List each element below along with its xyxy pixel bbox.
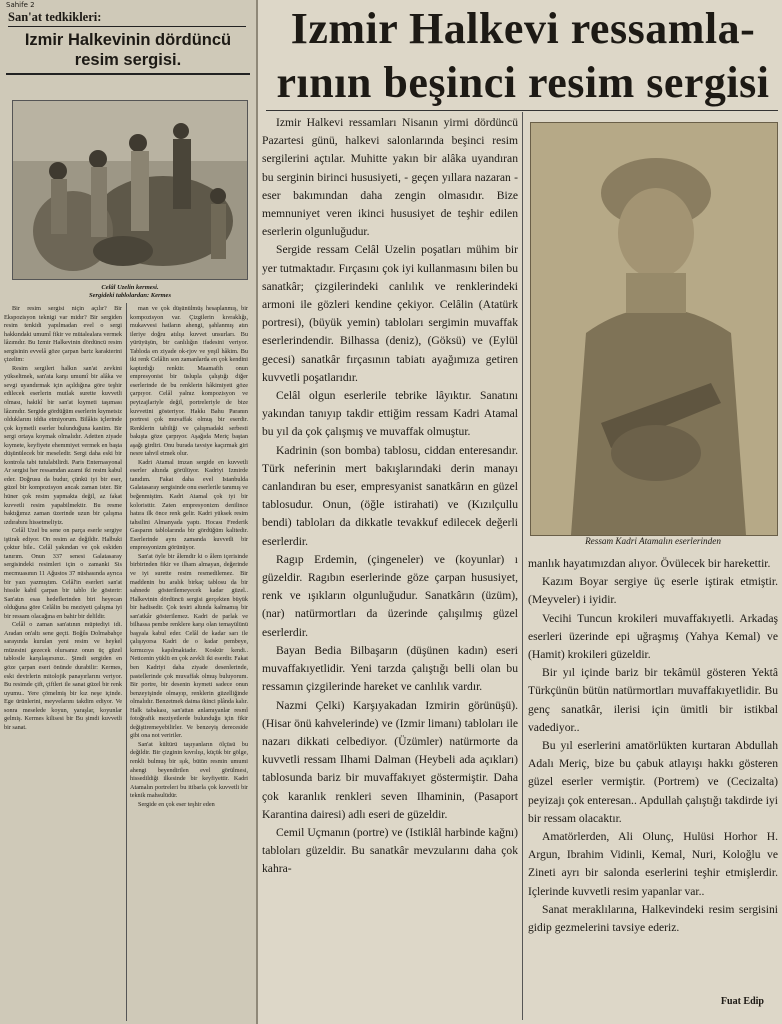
left-page bbox=[0, 0, 256, 1024]
right-column-2 bbox=[528, 555, 778, 1020]
left-article-title: Izmir Halkevinin dördüncü resim sergisi. bbox=[6, 30, 250, 75]
left-photo bbox=[12, 100, 248, 280]
paragraph: man ve çok düşünülmüş hesaplanmış, bir kompozisyon var. Çizgilerin kıvraklığı, mukavvesi hatların ahengi, şahlanmış atın ileriye doğru atılışı kuvvet unsurları. Bu yürüyüşün, bir canlılığın ifadesini veriyor. Tabloda en ziyade ok-rjov ve yeşil hâkim. Bu iki renk Celâlin son zamanlarda en çok kendini kaptırdığı renktir. Maamafih onun empresyonist bir üslupla çalıştığı diğer eserlerinde de bu renklerin hâkimiyeti göze çarpıyor. Celâl yalnız kompozisyon ve peyizajlariyle değil, portreleriyle de bize kuvvetini gösteriyor. Hakkı Bahu Paranın portresi çok muvaffak olmuş bir eserdir. Renklerin tabiliği ve çalışmadaki serbesti bakışta göze çarpıyor. Aşağıda Meriç baştan aşağı girdiri. Onu burada tavsiye kaçırmak giri nesre tahvil etmek olur. bbox=[130, 305, 248, 458]
paragraph: Sergide en çok eser teşhir eden bbox=[138, 800, 215, 808]
paragraph: Celâl olgun eserlerile tebrike lâyıktır. Sanatını yakından tanıyıp takdir ettiğim ressam Kadri Atamal bu yıl da çok çalışmış ve muvaffak olmuştur. bbox=[262, 389, 518, 439]
right-photo bbox=[530, 122, 778, 536]
right-photo-caption: Ressam Kadri Atamalın eserlerinden bbox=[585, 536, 721, 546]
paragraph: Kadrinin (son bomba) tablosu, ciddan enteresandır. Türk neferinin mert bakışlarındaki derin manayı canlandıran bu eser, empresyanist sanatkârın en güzel tablosudur. Onun, (öğle istirahati) ve (Kızılçullu bendi) tabloları da dikkatle tevakkuf edilecek değerli eserlerdir. bbox=[262, 443, 518, 548]
paragraph: Kazım Boyar sergiye üç eserle iştirak etmiştir. (Meyveler) i iyidir. bbox=[528, 575, 778, 607]
left-column-1 bbox=[4, 305, 122, 1020]
left-photo-caption bbox=[10, 284, 250, 300]
paragraph: Cemil Uçmanın (portre) ve (Istiklâl harbinde kağnı) tabloları güzeldir. Bu sanatkâr mevzularını daha çok kahra- bbox=[262, 825, 518, 876]
paragraph: Bu yıl eserlerini amatörlükten kurtaran Abdullah Adalı Meriç, bize bu çabuk atlayışı hakkı gösteren güzel eserler vermiştir. (Portrem) ve (Cecizalta) peyizajı çok enteresan.. Apdullah çalıştığı takdirde iyi bir ressam olacaktır. bbox=[528, 739, 778, 825]
paragraph: Izmir Halkevi ressamları Nisanın yirmi dördüncü Pazartesi günü, halkevi salonlarında beşinci resim sergilerini açtılar. Muhitte yakın bir alâka uyandıran bu serginin birinci hususiyeti, - geçen yıllara nazaran - eser bakımından daha zengin olmasıdır. Bize memnuniyet veren ikinci hususiyet de teşhir edilen eserlerin olgunluğudur. bbox=[262, 116, 518, 239]
paragraph: Resim sergileri halkın san'at zevkini yükseltmek, san'ata karşı umumî bir alâka ve sevgi uyandırmak için açıldığına göre teşhir edilecek eserlerin mutlak surette kuvvetli olması, hakikî bir san'at kıymeti taşıması lâzımdır. Sergide gördüğüm eserlerin kıymetsiz olduklarını iddia etmiyorum. Bilâkis içlerinde çok kıymetli eserler bulunduğuna kaniim. Bir sergi ortaya koymak olmalıdır. Adetten ziyade kıymete, keyfiyete ehemmiyet vermek en başta düşünülecek bir meseledir. Sergi daha eski bir kontrola tabi tutulabilirdi. Paris Enternasyonal Ar sergisi her ressamdan azami iki resim kabul eder. Doğrusu da budur, çünkü iyi bir eser, güzel bir kompozisyon ancak zaman ister. Bir hüner çok resim yapmakta değil, az fakat kuvvetli resim yapabilmektir. Bu resme baktığımız zaman üzerinde uzun bir çalışma ızdırabını hissetmeliyiz. bbox=[4, 364, 122, 526]
right-page bbox=[258, 0, 782, 1024]
paragraph: Sanat meraklılarına, Halkevindeki resim sergisini gidip gezmelerini tavsiye ederiz. bbox=[528, 902, 778, 935]
author-signature: Fuat Edip bbox=[720, 996, 764, 1007]
title-line-2: rının beşinci resim sergisi bbox=[276, 58, 770, 107]
paragraph: Bayan Bedia Bilbaşarın (düşünen kadın) eseri muvaffakıyetlidir. Yeni tarzda çalıştığı belli olan bu ressamın çizgilerinde hareket ve canlılık vardır. bbox=[262, 643, 518, 694]
caption-line-2: Sergideki tablolardan: Kermes bbox=[89, 292, 171, 299]
paragraph: Sergide ressam Celâl Uzelin poşatları mühim bir yer tutmaktadır. Fırçasını çok iyi kullanmasını bilen bu sanatkâr; çizgilerindeki canlılık ve renklerindeki armoni ile gözleri kendine çekiyor. Celâlin (Atatürk portresi), (büyük yemin) tabloları sergimin muvaffak eserlerindendir. Bilhassa (deniz), (Göksü) ve (Eylül gecesi) sanatkâr fırçasının tabiatı ayağımıza getiren kuvvetli poşatlarıdır. bbox=[262, 243, 518, 384]
paragraph: Kadri Atamal imzan sergide en kuvvetli eserler altında görülüyor. Kadriyi Izmirde tanıdım. Fakat daha evel Istanbulda Galatasaray sergisinde onu eserlerile tanımış ve beğenmiştim. Kadri Atamal çok iyi bir koloristtir. Zaten empresyonizm denilince hatıra ilk önce renk gelir. Kadri yüksek resim tahsilini Almanyada yaptı. Hocası Frederik Gasparın tablolarında bir gördüğüm kalitedir. Eserlerinde aynı zamanda kuvvetli bir empresyonizm görünüyor. bbox=[130, 458, 248, 552]
paragraph: Nazmi Çelki) Karşıyakadan Izmirin görünüşü). (Hisar önü kahvelerinde) ve (Izmir limanı) tabloları ile nazarı dikkati celbediyor. (Üzümler) natürmorte da kuvvetli ressam Ilhami Dalman (Heybeli ada açıkları) tablosunda bariz bir muvaffakıyet göstermiştir. Daha çok karanlık renkleri seven Ilhaminin, (Pasaport Karantina dairesi) adlı eseri de güzeldir. bbox=[262, 698, 518, 821]
paragraph: Ragıp Erdemin, (çingeneler) ve (koyunlar) ı güzeldir. Ragıbın eserlerinde göze çarpan hususiyet, renk ve ışıkların olgunluğudur. Sanatkârın (üzüm), (nar) natürmortları da üzerinde çalışılmış güzel eserlerdir. bbox=[262, 552, 518, 639]
paragraph: Amatörlerden, Ali Olunç, Hulüsi Horhor H. Argun, Ibrahim Vidinli, Kemal, Nuri, Koloğlu ve Zineti ayrı bir salonda eserlerini teşhir etmişlerdir. Içlerinde kuvvetli resim yapanlar var.. bbox=[528, 830, 778, 898]
right-column-1 bbox=[262, 114, 518, 1020]
column-divider bbox=[522, 112, 523, 1020]
title-line-1: Izmir Halkevi ressamla- bbox=[290, 4, 756, 53]
paragraph: Bir resim sergisi niçin açılır? Bir Ekspozisyon teknigi var midır? Bir sergiden resim tenkidi yapılmadan evel o sergi hakkındaki umumî fikir ve mütalealara vermek lâzımdır. Bu Izmir Halkevinin dördüncü resim sergisinin evvelâ göze çarpan bariz karakterini çizelim: bbox=[4, 305, 122, 364]
paragraph: manlık hayatımızdan alıyor. Övülecek bir harekettir. bbox=[528, 557, 771, 570]
paragraph: Celâl Uzel bu sene on parça eserle sergiye iştirak ediyor. On resim az değildir. Halbuki çoktur bile.. Celâl yakından ve çok eskiden tanırım. Onun 337 senesi Galatasaray sergisindeki resimleri için o zamanki Sis mecmuasının 11 Ağustos 37 nüshasında ayrıca bir yazı yazmıştım. Celâl'in eserleri san'at hissile kabil çarpan bir tablo ile gösterir: San'atın esas hedeflerinden biri heyecan olduğuna göre Celâlin bu meziyeti çalışma iyi bir ressam olacağına en bahir bir delildir. bbox=[4, 527, 122, 620]
page-header: Sahife 2 bbox=[6, 1, 35, 9]
paragraph: Vecihi Tuncun krokileri muvaffakıyetli. Arkadaş eserleri üzerinde epi uğraşmış (Yahya Kemal) ve (Hamit) krokileri güzeldir. bbox=[528, 611, 778, 662]
left-column-2 bbox=[130, 305, 248, 1020]
paragraph: Celâl o zaman san'atının müptediyi idi. Aradan on'altı sene geçti. Boğûs Dolmabahçe sarayında kurulan yeni resim ve heykel müzesini gezecek olursanız onun üç güzel tablosile karşılaşırsınız.. Şimdi sergiden en göze çarpan eseri önünde durabilir: Kermes, eski devirlerin mitolojik panayırlarını veriyor. Bu resimde çift, çiftleri ile sanat güzel bir renk uyumu.. Yere çömelmiş bir kız neşe içinde. Ege ürünlerini, meyvelarını takdim ediyor. Ve sonra meselede koyun, yaraşlar, koyunlar gelmiş. Kermes kilisesi bir Bu şimdi kuvvetli bir sanat. bbox=[4, 621, 122, 731]
paragraph: Bir yıl içinde bariz bir tekâmül gösteren Yektâ Türkçünün bütün natürmortları muvaffakıyetlidir. Bu genç sanatkâr, ilerisi için ümitli bir istikbal vadediyor.. bbox=[528, 666, 778, 734]
paragraph: San'at kültürü taşıyanların ölçüsü bu değildir. Bir çizginin kıvrılışı, küçük bir gölge, renkli bulmuş bir ışık, bütün resmin umumi ahengi beyendirilen evel görülmesi, hissedildiği ilkesinde bir keyfiyettir. Kadri Atamalın portreleri bu itibarla çok kuvvetli bir teknik mahsulüdür. bbox=[130, 740, 248, 800]
right-article-title bbox=[268, 2, 778, 110]
column-divider bbox=[126, 303, 127, 1021]
caption-line-1: Celâl Uzelin kermesi. bbox=[101, 284, 159, 291]
paragraph: San'at öyle bir âlemdir ki o âlem içerisinde birbirinden fikir ve ilham almayan, değerinde ve iyi surette resim resmedilemez. Bir maddenin bu aralık birkaç tablosu da bir sahnede gösterilemeyecek kadar güzel.. Halkevinin dördüncü sergisi gerçekten büyük bir hadisedir. Çok tesiri altında kalmamış bir san'atkâr gösterilemez. Kadri de parlak ve bilhassa pembe renklere karşı olan temayülünü başyala kabul eder. Celâl de kadar sarı ile çalışıyorsa Kadri de o kadar pembeye, kırmızıya kapılmaktadır. Koskür kendi.. Neticenin yüklü en çok zevkli iki eserdir. Fakat ben Kadriyi daha ziyade desenlerinde, pastellerinde çok muvaffak olmuş buluyorum. Bir portre, bir desenin kıymeti sadece onun benzeyişinde olmayıp, renklerin güzelliğinde olmalıdır. Benzetmek daima ikinci plânda kalır. Halk tabakası, san'attan anlamıyanlar resmî fotoğrafik meziyetlerde bulunduğu için fikir değiştiremeyebilirler. Ve benzeyiş dereceside gibi ona not veririler. bbox=[130, 552, 248, 740]
section-title: San'at tedkikleri: bbox=[8, 10, 246, 27]
title-rule bbox=[266, 110, 778, 111]
